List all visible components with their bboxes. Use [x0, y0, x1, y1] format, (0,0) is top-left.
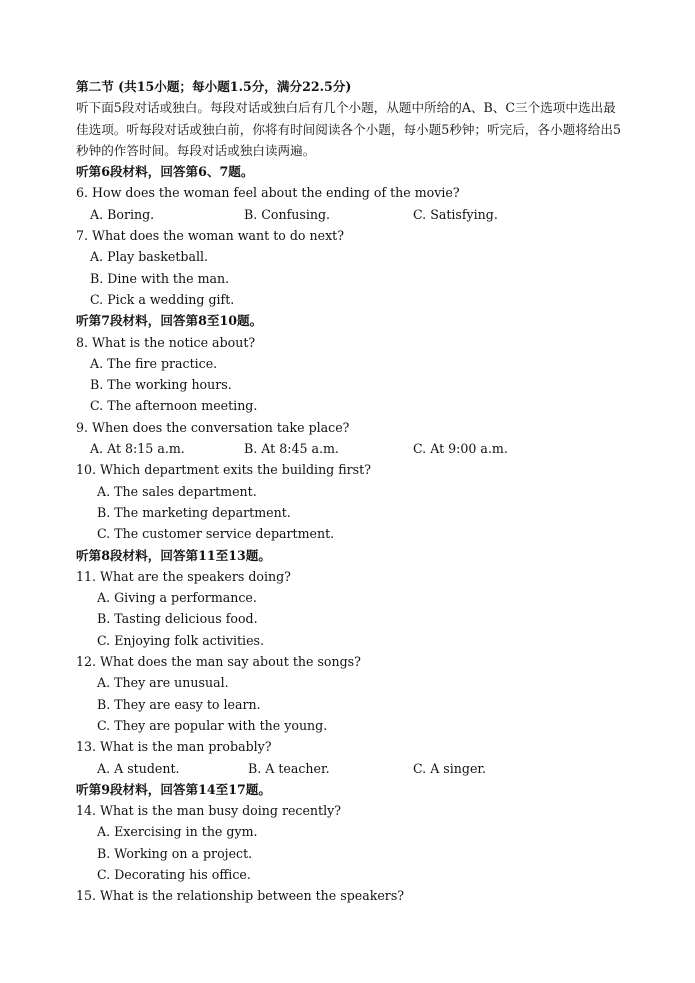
question-stem: 11. What are the speakers doing?	[76, 568, 291, 584]
answer-option[interactable]: A. The fire practice.	[90, 355, 218, 371]
answer-option[interactable]: A. At 8:15 a.m.	[90, 441, 185, 457]
group-header: 听第6段材料，回答第6、7题。	[76, 164, 254, 180]
question-stem: 9. When does the conversation take place?	[76, 419, 350, 435]
question-stem: 10. Which department exits the building first?	[76, 462, 371, 478]
question-stem: 7. What does the woman want to do next?	[76, 228, 344, 244]
answer-option[interactable]: A. Exercising in the gym.	[97, 824, 258, 840]
answer-option[interactable]: B. The marketing department.	[97, 504, 291, 520]
section-instructions: 听下面5段对话或独白。每段对话或独白后有几个小题，从题中所给的A、B、C三个选项中选出最佳选项。听每段对话或独白前，你将有时间阅读各个小题，每小题5秒钟；听完后，各小题将给出5秒钟的作答时间。每段对话或独白读两遍。	[76, 100, 621, 158]
answer-option[interactable]: C. Satisfying.	[413, 206, 498, 222]
answer-option[interactable]: B. Dine with the man.	[90, 270, 230, 286]
question-stem: 13. What is the man probably?	[76, 739, 272, 755]
answer-option[interactable]: C. The afternoon meeting.	[90, 398, 258, 414]
question-stem: 14. What is the man busy doing recently?	[76, 803, 341, 819]
answer-option[interactable]: C. They are popular with the young.	[97, 717, 328, 733]
answer-option[interactable]: A. Play basketball.	[90, 249, 209, 265]
answer-option[interactable]: A. Boring.	[90, 206, 155, 222]
question-stem: 15. What is the relationship between the speakers?	[76, 888, 405, 904]
group-header: 听第9段材料，回答第14至17题。	[76, 781, 271, 797]
question-stem: 6. How does the woman feel about the ending of the movie?	[76, 185, 460, 201]
answer-option[interactable]: B. They are easy to learn.	[97, 696, 261, 712]
options-row	[76, 204, 624, 225]
answer-option[interactable]: C. Enjoying folk activities.	[97, 632, 265, 648]
question-stem: 8. What is the notice about?	[76, 334, 256, 350]
answer-option[interactable]: B. Working on a project.	[97, 845, 253, 861]
answer-option[interactable]: A. A student.	[97, 760, 180, 776]
group-header: 听第7段材料，回答第8至10题。	[76, 313, 263, 329]
section-title: 第二节 (共15小题；每小题1.5分，满分22.5分)	[76, 79, 352, 94]
options-row	[76, 438, 624, 459]
answer-option[interactable]: B. The working hours.	[90, 377, 232, 393]
listening-section	[76, 76, 624, 907]
answer-option[interactable]: A. Giving a performance.	[97, 590, 257, 606]
answer-option[interactable]: B. At 8:45 a.m.	[244, 441, 339, 457]
answer-option[interactable]: A. The sales department.	[97, 483, 257, 499]
answer-option[interactable]: C. Pick a wedding gift.	[90, 291, 235, 307]
question-groups	[76, 161, 624, 906]
answer-option[interactable]: C. A singer.	[413, 760, 487, 776]
answer-option[interactable]: C. The customer service department.	[97, 526, 335, 542]
question-stem: 12. What does the man say about the songs?	[76, 654, 361, 670]
group-header: 听第8段材料，回答第11至13题。	[76, 547, 271, 563]
answer-option[interactable]: B. Confusing.	[244, 206, 331, 222]
options-row	[76, 758, 624, 779]
answer-option[interactable]: C. Decorating his office.	[97, 866, 251, 882]
answer-option[interactable]: C. At 9:00 a.m.	[413, 441, 508, 457]
answer-option[interactable]: B. Tasting delicious food.	[97, 611, 258, 627]
answer-option[interactable]: A. They are unusual.	[97, 675, 229, 691]
answer-option[interactable]: B. A teacher.	[248, 760, 330, 776]
